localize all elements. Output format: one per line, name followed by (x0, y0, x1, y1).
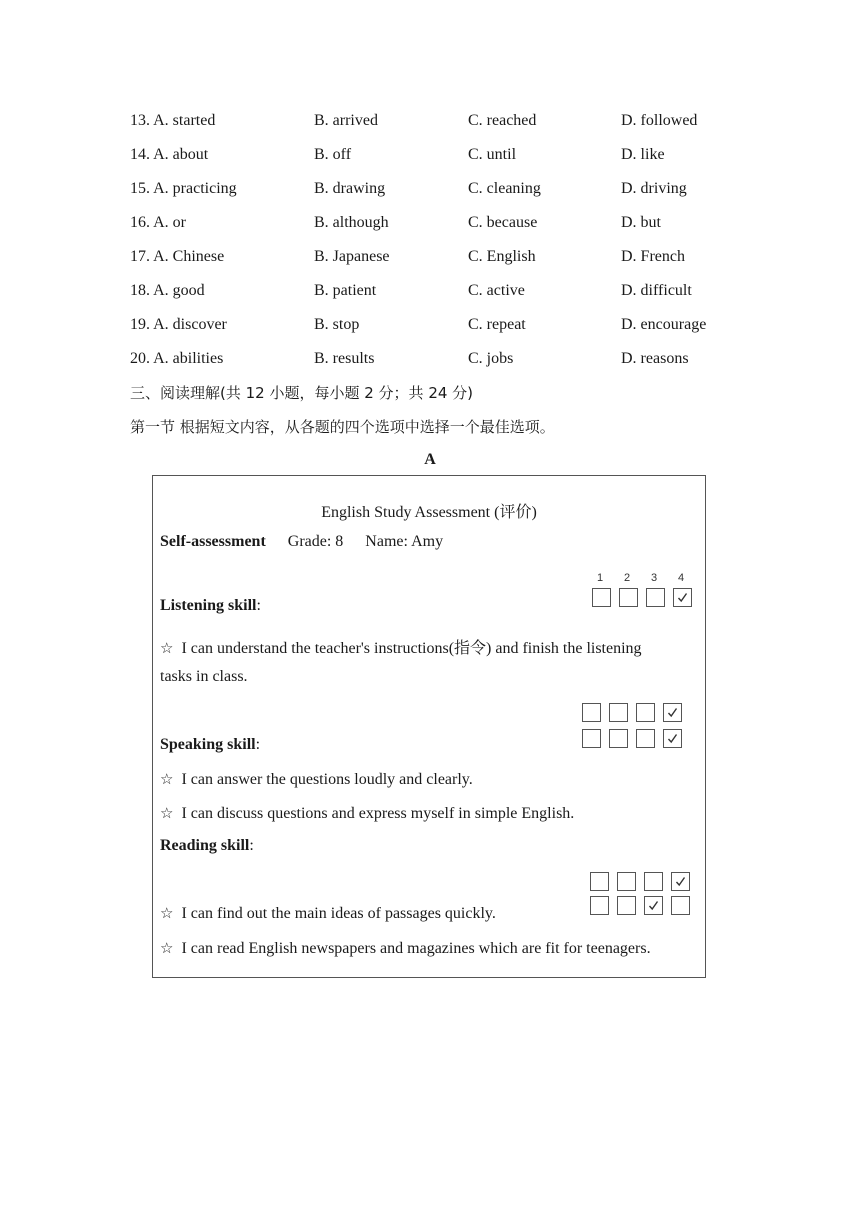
reading-label: Reading skill: (160, 837, 254, 854)
empty-box (590, 872, 609, 891)
listening-skill-title: Listening skill (160, 597, 257, 614)
option-d: D. encourage (621, 316, 707, 333)
reading-skill-title: Reading skill (160, 837, 250, 854)
option-row (0, 248, 860, 272)
passage-letter: A (424, 451, 436, 468)
speaking-label: Speaking skill: (160, 736, 261, 753)
option-d: D. driving (621, 180, 687, 197)
empty-box (609, 729, 628, 748)
option-b: B. although (314, 214, 389, 231)
option-b: B. results (314, 350, 375, 367)
check-icon (675, 876, 686, 887)
option-d: D. like (621, 146, 665, 163)
empty-box (582, 703, 601, 722)
option-row (0, 214, 860, 238)
option-b: B. patient (314, 282, 377, 299)
scale-number: 1 (597, 572, 604, 584)
subsection-heading: 第一节 根据短文内容，从各题的四个选项中选择一个最佳选项。 (130, 418, 555, 436)
option-c: C. until (468, 146, 517, 163)
option-a: 19. A. discover (130, 316, 227, 333)
empty-box (617, 872, 636, 891)
reading-item: ☆ I can read English newspapers and magazines which are fit for teenagers. (160, 939, 651, 957)
empty-box (636, 729, 655, 748)
speaking-skill-title: Speaking skill (160, 736, 256, 753)
option-c: C. reached (468, 112, 537, 129)
check-icon (667, 707, 678, 718)
empty-box (592, 588, 611, 607)
option-d: D. difficult (621, 282, 692, 299)
checked-box (671, 872, 690, 891)
option-c: C. jobs (468, 350, 514, 367)
star-icon: ☆ (160, 770, 174, 788)
option-a: 13. A. started (130, 112, 216, 129)
speaking-item: ☆ I can discuss questions and express myself in simple English. (160, 804, 575, 822)
option-a: 14. A. about (130, 146, 209, 163)
empty-box (582, 729, 601, 748)
option-a: 15. A. practicing (130, 180, 237, 197)
star-icon: ☆ (160, 939, 174, 957)
assessment-card (152, 475, 706, 978)
checked-box (644, 896, 663, 915)
listening-item-continued: tasks in class. (160, 668, 248, 685)
option-row (0, 350, 860, 374)
assessment-title: English Study Assessment (评价) (321, 504, 537, 521)
option-a: 16. A. or (130, 214, 186, 231)
option-row (0, 146, 860, 170)
scale-number: 4 (678, 572, 685, 584)
empty-box (619, 588, 638, 607)
listening-label: Listening skill: (160, 597, 261, 614)
grade-text: Grade: 8 (287, 533, 344, 550)
option-d: D. followed (621, 112, 698, 129)
listening-item: ☆ I can understand the teacher's instructions(指令) and finish the listening (160, 639, 642, 657)
scale-number: 3 (651, 572, 658, 584)
star-icon: ☆ (160, 804, 174, 822)
empty-box (609, 703, 628, 722)
option-a: 18. A. good (130, 282, 205, 299)
option-row (0, 282, 860, 306)
option-c: C. active (468, 282, 525, 299)
option-a: 20. A. abilities (130, 350, 224, 367)
option-c: C. English (468, 248, 536, 265)
checked-box (663, 729, 682, 748)
option-row (0, 112, 860, 136)
option-d: D. but (621, 214, 661, 231)
empty-box (636, 703, 655, 722)
option-c: C. cleaning (468, 180, 541, 197)
empty-box (644, 872, 663, 891)
option-b: B. Japanese (314, 248, 390, 265)
check-icon (648, 900, 659, 911)
star-icon: ☆ (160, 639, 174, 657)
star-icon: ☆ (160, 904, 174, 922)
empty-box (646, 588, 665, 607)
self-assessment-header (160, 533, 443, 551)
checked-box (663, 703, 682, 722)
checked-box (673, 588, 692, 607)
option-row (0, 180, 860, 204)
scale-number: 2 (624, 572, 631, 584)
empty-box (671, 896, 690, 915)
check-icon (667, 733, 678, 744)
option-b: B. arrived (314, 112, 378, 129)
section-heading: 三、阅读理解(共 12 小题，每小题 2 分；共 24 分) (130, 384, 474, 402)
empty-box (617, 896, 636, 915)
option-d: D. reasons (621, 350, 689, 367)
name-text: Name: Amy (365, 533, 444, 550)
option-c: C. repeat (468, 316, 526, 333)
option-c: C. because (468, 214, 538, 231)
option-row (0, 316, 860, 340)
empty-box (590, 896, 609, 915)
option-a: 17. A. Chinese (130, 248, 225, 265)
self-assessment-label: Self-assessment (160, 533, 266, 550)
option-b: B. stop (314, 316, 360, 333)
option-d: D. French (621, 248, 685, 265)
check-icon (677, 592, 688, 603)
option-b: B. off (314, 146, 352, 163)
reading-item: ☆ I can find out the main ideas of passages quickly. (160, 904, 496, 922)
speaking-item: ☆ I can answer the questions loudly and clearly. (160, 770, 473, 788)
option-b: B. drawing (314, 180, 386, 197)
